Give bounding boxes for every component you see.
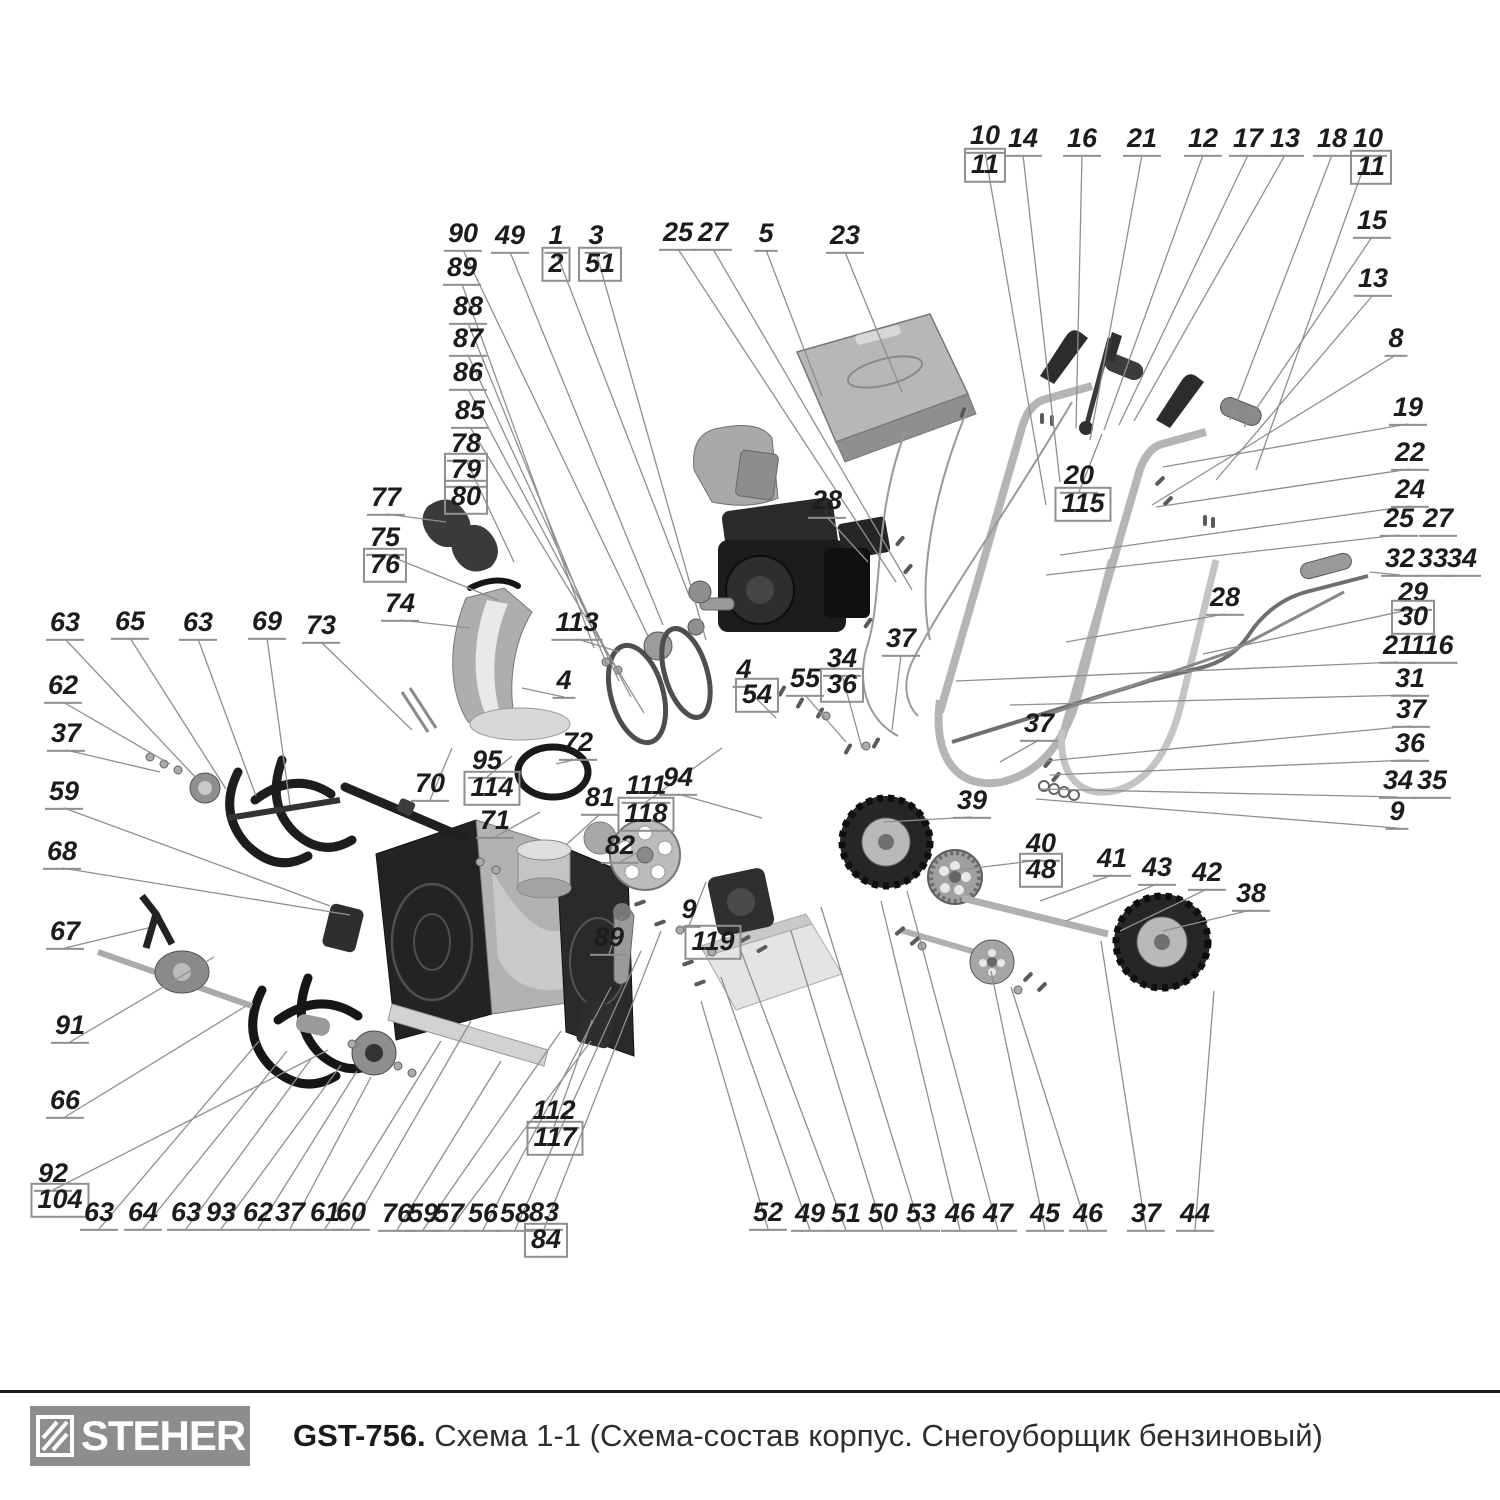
callout-60: 60 <box>332 1198 370 1231</box>
callout-45: 45 <box>1026 1199 1064 1232</box>
callout-19: 19 <box>1389 393 1427 426</box>
callout-28: 28 <box>1206 583 1244 616</box>
callout-21: 21 <box>1123 124 1161 157</box>
callout-61: 61 <box>306 1198 344 1231</box>
callout-34: 34 <box>823 644 861 677</box>
callout-53: 53 <box>902 1199 940 1232</box>
callout-71: 71 <box>476 806 514 839</box>
callout-82: 82 <box>601 831 639 864</box>
callout-86: 86 <box>449 358 487 391</box>
callout-66: 66 <box>46 1086 84 1119</box>
callout-76: 76 <box>363 548 407 583</box>
callout-84: 84 <box>524 1223 568 1258</box>
callout-27: 27 <box>1419 504 1457 537</box>
callout-1: 1 <box>544 221 567 254</box>
callout-23: 23 <box>826 221 864 254</box>
callout-64: 64 <box>124 1198 162 1231</box>
callout-46: 46 <box>1069 1199 1107 1232</box>
callout-52: 52 <box>749 1198 787 1231</box>
callout-73: 73 <box>302 611 340 644</box>
callout-31: 31 <box>1391 664 1429 697</box>
callout-8: 8 <box>1384 324 1407 357</box>
callout-51: 51 <box>827 1199 865 1232</box>
callout-70: 70 <box>411 769 449 802</box>
callout-14: 14 <box>1004 124 1042 157</box>
callout-76: 76 <box>378 1199 416 1232</box>
callout-42: 42 <box>1188 858 1226 891</box>
callout-11: 11 <box>964 148 1006 183</box>
callout-17: 17 <box>1229 124 1267 157</box>
callout-104: 104 <box>30 1183 89 1218</box>
callout-69: 69 <box>248 607 286 640</box>
callout-29: 29 <box>1394 578 1432 611</box>
callout-111: 111 <box>621 771 670 804</box>
callout-18: 18 <box>1313 124 1351 157</box>
callout-78: 78 <box>447 429 485 462</box>
callout-63: 63 <box>179 608 217 641</box>
callout-39: 39 <box>953 786 991 819</box>
callout-49: 49 <box>491 221 529 254</box>
callout-22: 22 <box>1391 438 1429 471</box>
callout-20: 20 <box>1060 461 1098 494</box>
callout-36: 36 <box>820 668 864 703</box>
callout-9: 9 <box>677 895 700 928</box>
callout-9: 9 <box>1385 797 1408 830</box>
callout-10: 10 <box>966 121 1004 154</box>
callout-67: 67 <box>46 917 84 950</box>
brand-logo-icon <box>35 1414 75 1458</box>
callout-38: 38 <box>1232 879 1270 912</box>
callout-49: 49 <box>791 1199 829 1232</box>
callout-32: 32 <box>1381 544 1419 577</box>
callout-25: 25 <box>1380 504 1418 537</box>
callout-46: 46 <box>941 1199 979 1232</box>
callout-54: 54 <box>735 678 779 713</box>
callout-10: 10 <box>1349 124 1387 157</box>
callout-59: 59 <box>404 1199 442 1232</box>
callout-114: 114 <box>463 771 520 806</box>
callout-91: 91 <box>51 1011 89 1044</box>
callout-68: 68 <box>43 837 81 870</box>
callout-51: 51 <box>578 247 622 282</box>
callout-37: 37 <box>47 719 85 752</box>
callout-56: 56 <box>464 1199 502 1232</box>
callout-24: 24 <box>1391 475 1429 508</box>
callout-37: 37 <box>1392 695 1430 728</box>
callout-37: 37 <box>882 624 920 657</box>
callout-30: 30 <box>1391 600 1435 635</box>
callout-95: 95 <box>468 746 506 779</box>
callout-89: 89 <box>590 923 628 956</box>
callout-36: 36 <box>1391 729 1429 762</box>
callout-11: 11 <box>1350 150 1392 185</box>
callout-80: 80 <box>444 480 488 515</box>
callout-115: 115 <box>1054 487 1111 522</box>
callout-63: 63 <box>167 1198 205 1231</box>
callout-35: 35 <box>1413 766 1451 799</box>
callout-62: 62 <box>44 671 82 704</box>
callout-15: 15 <box>1353 206 1391 239</box>
callout-41: 41 <box>1093 844 1131 877</box>
callout-43: 43 <box>1138 853 1176 886</box>
callout-119: 119 <box>684 925 741 960</box>
callout-94: 94 <box>659 763 697 796</box>
callout-77: 77 <box>367 483 405 516</box>
callout-44: 44 <box>1176 1199 1214 1232</box>
callout-37: 37 <box>1020 709 1058 742</box>
brand-name: STEHER <box>80 1412 246 1459</box>
callout-92: 92 <box>34 1159 72 1192</box>
model-number: GST-756. <box>293 1418 426 1453</box>
callout-5: 5 <box>754 219 777 252</box>
callout-63: 63 <box>46 608 84 641</box>
callout-50: 50 <box>864 1199 902 1232</box>
callout-4: 4 <box>552 666 575 699</box>
callout-13: 13 <box>1354 264 1392 297</box>
callout-87: 87 <box>449 324 487 357</box>
callout-59: 59 <box>45 777 83 810</box>
callout-89: 89 <box>443 253 481 286</box>
callout-33: 33 <box>1414 544 1452 577</box>
callout-16: 16 <box>1063 124 1101 157</box>
callout-63: 63 <box>80 1198 118 1231</box>
callout-72: 72 <box>559 728 597 761</box>
callout-37: 37 <box>271 1198 309 1231</box>
schema-subtitle: Схема 1-1 (Схема-состав корпус. Снегоуборщик бензиновый) <box>425 1418 1323 1453</box>
callout-116: 116 <box>1406 631 1457 664</box>
callout-48: 48 <box>1019 853 1063 888</box>
callout-62: 62 <box>239 1198 277 1231</box>
callout-75: 75 <box>366 523 404 556</box>
callout-58: 58 <box>496 1199 534 1232</box>
callout-34: 34 <box>1443 544 1481 577</box>
callout-27: 27 <box>694 218 732 251</box>
callout-12: 12 <box>1184 124 1222 157</box>
callout-117: 117 <box>526 1121 583 1156</box>
callout-65: 65 <box>111 607 149 640</box>
callout-85: 85 <box>451 396 489 429</box>
callout-79: 79 <box>444 453 488 488</box>
diagram-title <box>293 1418 1323 1454</box>
callout-118: 118 <box>617 797 674 832</box>
footer-divider <box>0 1390 1500 1393</box>
callout-55: 55 <box>786 664 824 697</box>
callout-3: 3 <box>584 221 607 254</box>
callout-25: 25 <box>659 218 697 251</box>
callout-112: 112 <box>528 1096 579 1129</box>
callout-90: 90 <box>444 219 482 252</box>
callout-2: 2 <box>541 247 570 282</box>
callout-4: 4 <box>732 655 755 688</box>
callout-34: 34 <box>1379 766 1417 799</box>
brand-logo <box>30 1406 250 1466</box>
callout-83: 83 <box>525 1198 563 1231</box>
callout-74: 74 <box>381 589 419 622</box>
callout-21: 21 <box>1379 631 1417 664</box>
callout-81: 81 <box>581 783 619 816</box>
callout-93: 93 <box>202 1198 240 1231</box>
callout-37: 37 <box>1127 1199 1165 1232</box>
callout-13: 13 <box>1266 124 1304 157</box>
callout-28: 28 <box>808 486 846 519</box>
callout-113: 113 <box>551 608 602 641</box>
callout-40: 40 <box>1022 829 1060 862</box>
callout-88: 88 <box>449 292 487 325</box>
callout-47: 47 <box>979 1199 1017 1232</box>
callout-57: 57 <box>430 1199 468 1232</box>
